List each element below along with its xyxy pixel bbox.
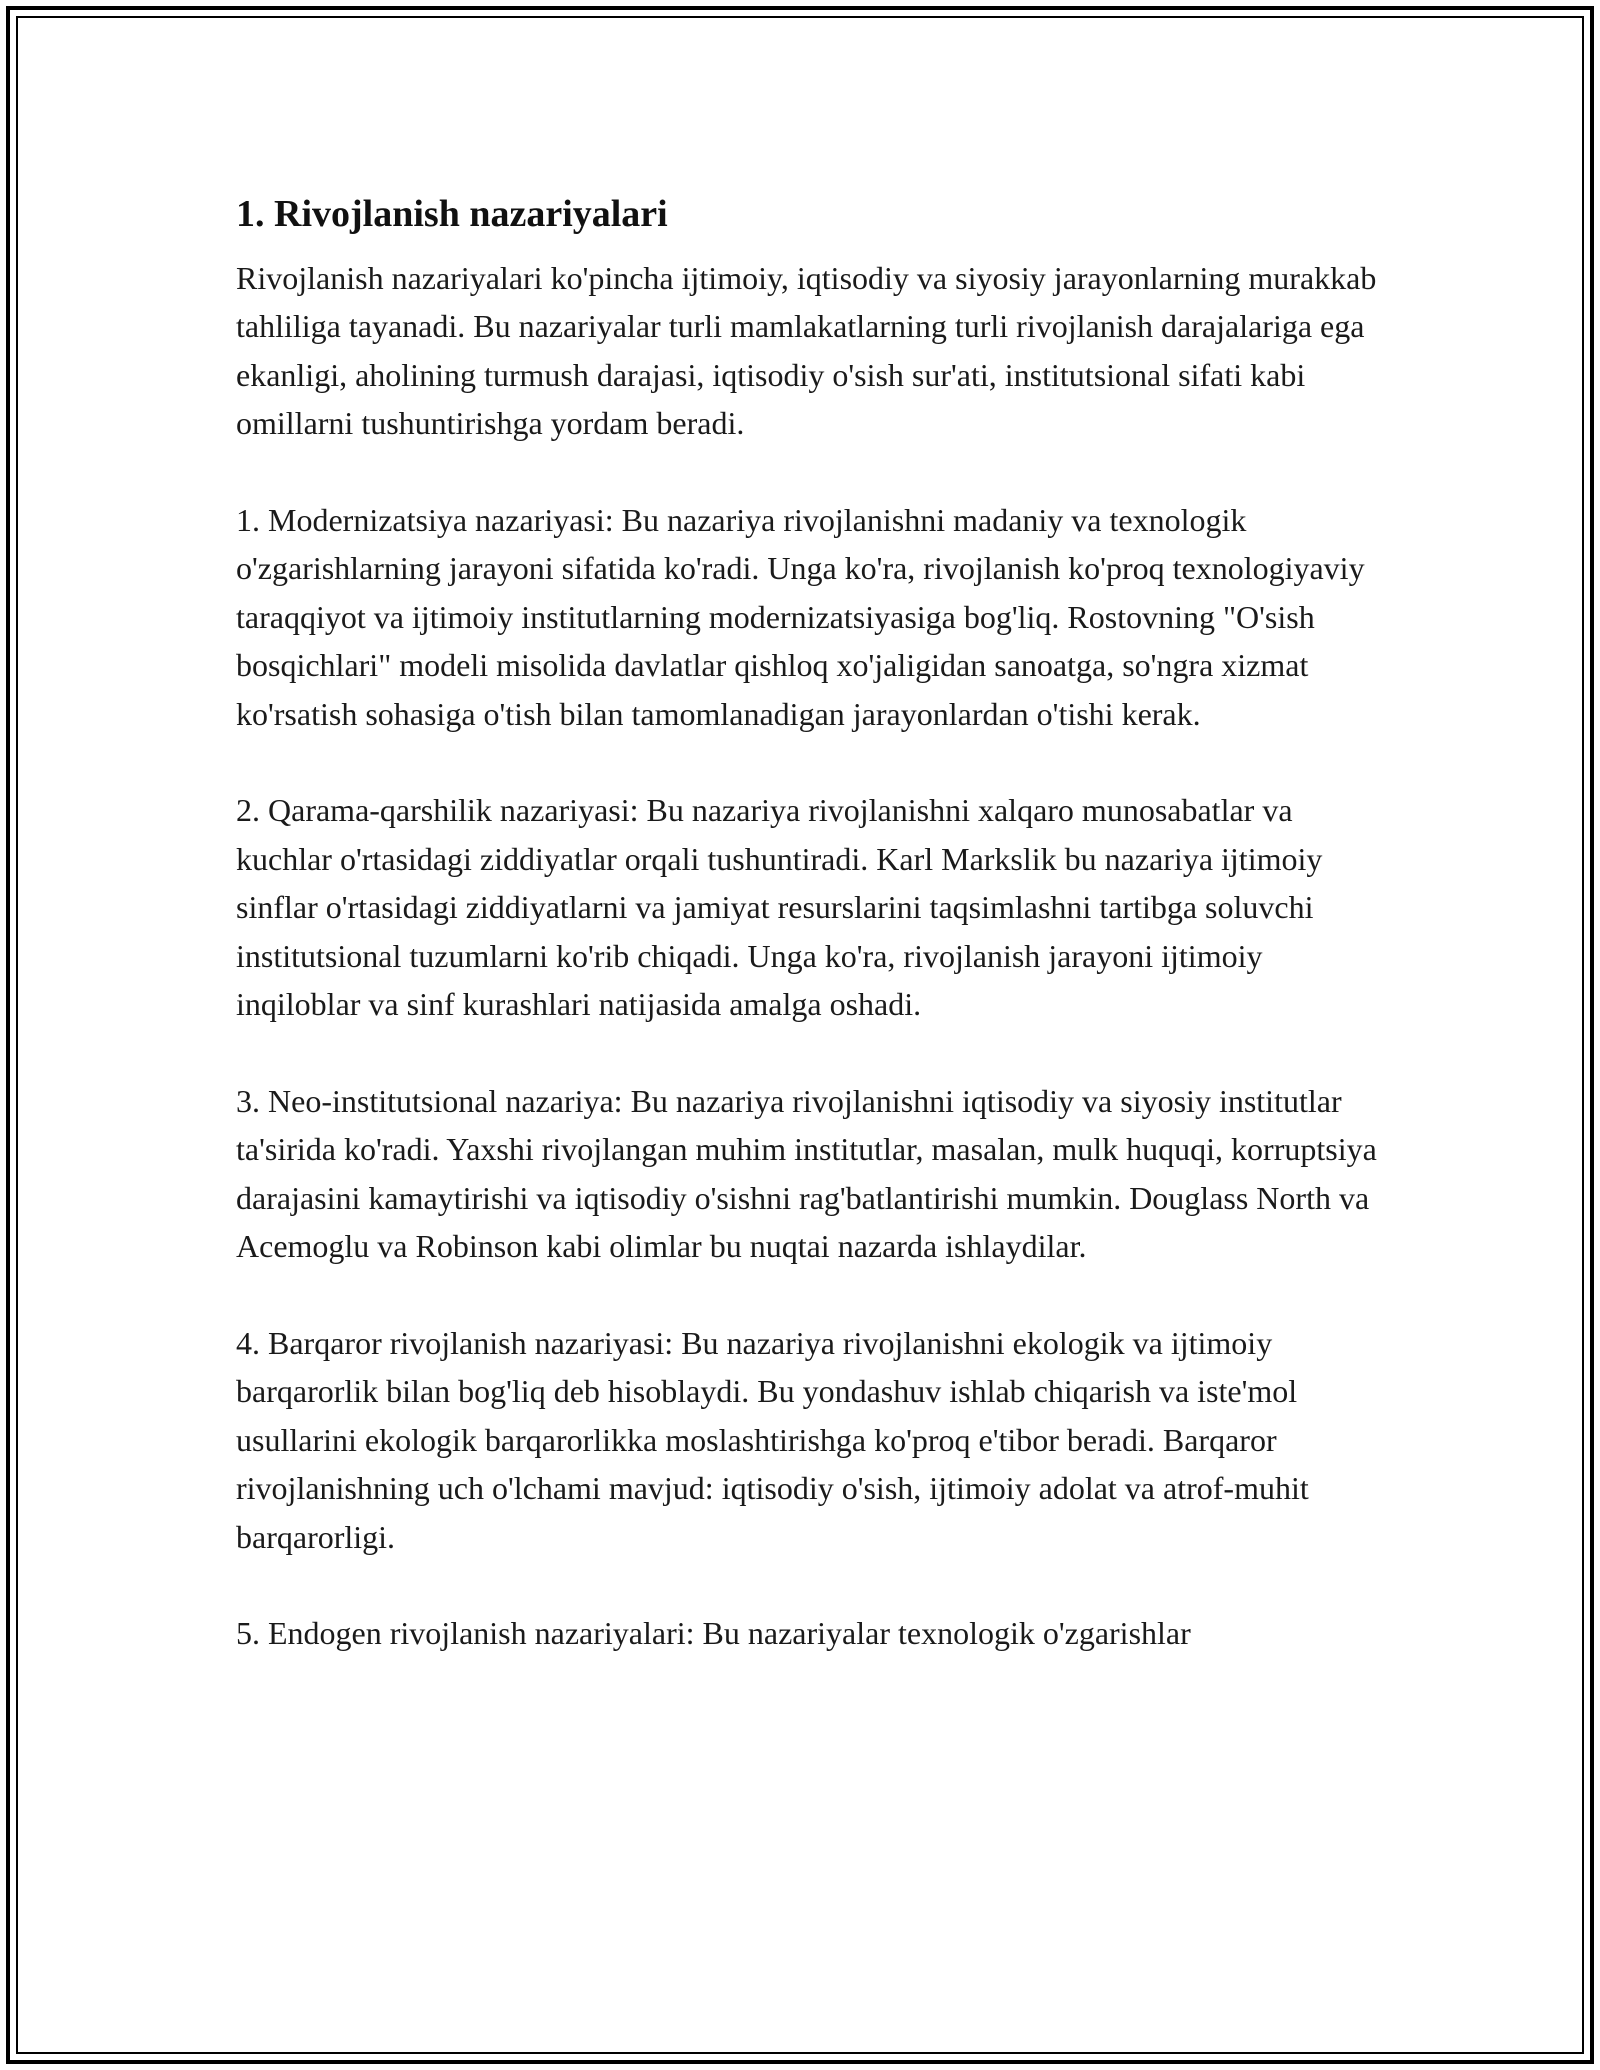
paragraph-neo-institutional-theory: 3. Neo-institutsional nazariya: Bu nazariya rivojlanishni iqtisodiy va siyosiy institutlar ta'sirida ko'radi. Yaxshi rivojlangan muhim institutlar, masalan, mulk huquqi, korruptsiya darajasini kamaytirishi va iqtisodiy o'sishni rag'batlantirishi mumkin. Douglass North va Acemoglu va Robinson kabi olimlar bu nuqtai nazarda ishlaydilar. — [236, 1082, 1377, 1265]
section-heading: 1. Rivojlanish nazariyalari — [236, 193, 668, 235]
paragraph-sustainable-development-theory: 4. Barqaror rivojlanish nazariyasi: Bu nazariya rivojlanishni ekologik va ijtimoiy barqarorlik bilan bog'liq deb hisoblaydi. Bu yondashuv ishlab chiqarish va iste'mol usullarini ekologik barqarorlikka moslashtirishga ko'proq e'tibor beradi. Barqaror rivojlanishning uch o'lchami mavjud: iqtisodiy o'sish, ijtimoiy adolat va atrof-muhit barqarorligi. — [236, 1324, 1309, 1555]
paragraph-conflict-theory: 2. Qarama-qarshilik nazariyasi: Bu nazariya rivojlanishni xalqaro munosabatlar va kuchlar o'rtasidagi ziddiyatlar orqali tushuntiradi. Karl Markslik bu nazariya ijtimoiy sinflar o'rtasidagi ziddiyatlarni va jamiyat resurslarini taqsimlashni tartibga soluvchi institutsional tuzumlarni ko'rib chiqadi. Unga ko'ra, rivojlanish jarayoni ijtimoiy inqiloblar va sinf kurashlari natijasida amalga oshadi. — [236, 792, 1323, 1023]
paragraph-modernization-theory: 1. Modernizatsiya nazariyasi: Bu nazariya rivojlanishni madaniy va texnologik o'zgarishlarning jarayoni sifatida ko'radi. Unga ko'ra, rivojlanish ko'proq texnologiyaviy taraqqiyot va ijtimoiy institutlarning modernizatsiyasiga bog'liq. Rostovning "O'sish bosqichlari" modeli misolida davlatlar qishloq xo'jaligidan sanoatga, so'ngra xizmat ko'rsatish sohasiga o'tish bilan tamomlanadigan jarayonlardan o'tishi kerak. — [236, 502, 1365, 732]
intro-paragraph: Rivojlanish nazariyalari ko'pincha ijtimoiy, iqtisodiy va siyosiy jarayonlarning murakkab tahliliga tayanadi. Bu nazariyalar turli mamlakatlarning turli rivojlanish darajalariga ega ekanligi, aholining turmush darajasi, iqtisodiy o'sish sur'ati, institutsional sifati kabi omillarni tushuntirishga yordam beradi. — [236, 260, 1377, 442]
paragraph-endogenous-development-theory: 5. Endogen rivojlanish nazariyalari: Bu nazariyalar texnologik o'zgarishlar — [236, 1615, 1191, 1652]
document-body — [236, 186, 1386, 1706]
